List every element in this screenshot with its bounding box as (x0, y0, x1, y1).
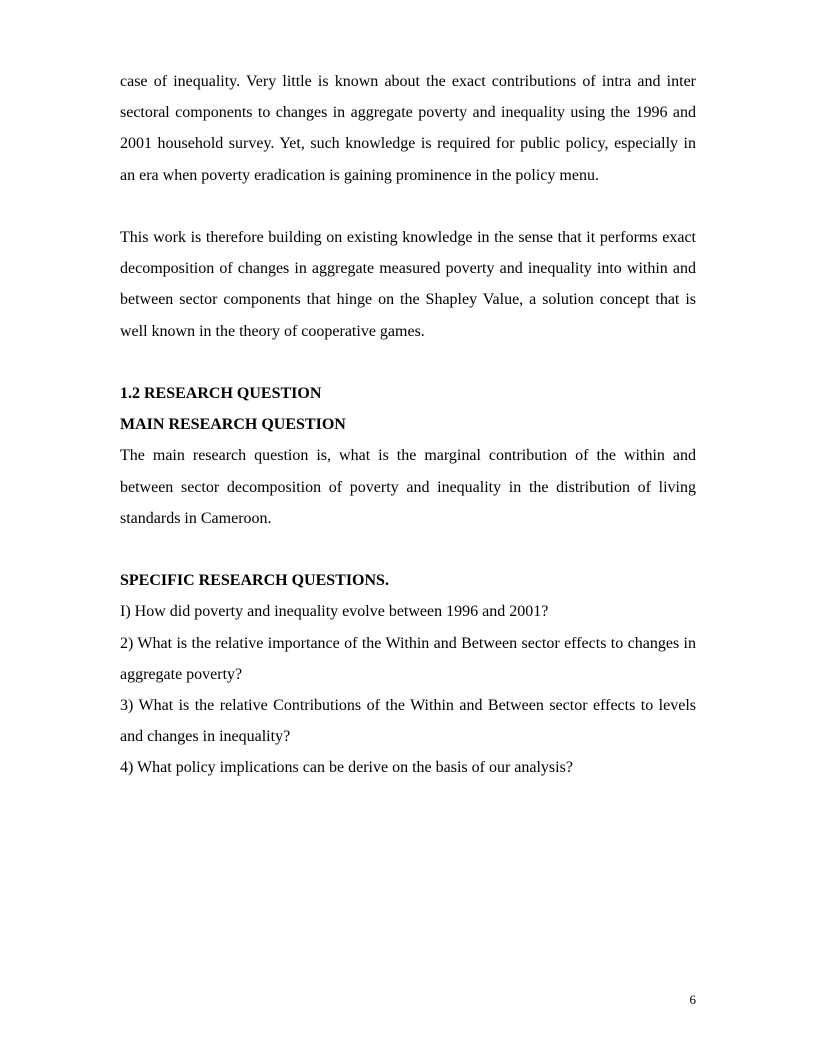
specific-question-3: 3) What is the relative Contributions of the Within and Between sector effects to levels and changes in inequality? (120, 697, 696, 746)
specific-questions-heading: SPECIFIC RESEARCH QUESTIONS. (120, 572, 389, 590)
section-heading: 1.2 RESEARCH QUESTION (120, 385, 322, 402)
page-number: 6 (689, 992, 696, 1007)
specific-question-1: I) How did poverty and inequality evolve between 1996 and 2001? (120, 603, 549, 621)
paragraph-intro: case of inequality. Very little is known about the exact contributions of intra and inter sectoral components to changes in aggregate poverty and inequality using the 1996 and 2001 household survey. Yet, such knowledge is required for public policy, especially in an era when poverty eradication is gaining prominence in the policy menu. (120, 73, 696, 184)
main-question-heading: MAIN RESEARCH QUESTION (120, 416, 346, 434)
paragraph-gap (120, 347, 696, 378)
paragraph-gap (120, 191, 696, 222)
paragraph-shapley: This work is therefore building on existing knowledge in the sense that it performs exact decomposition of changes in aggregate measured poverty and inequality into within and between sector components that hinge on the Shapley Value, a solution concept that is well known in the theory of cooperative games. (120, 229, 696, 340)
main-question-text: The main research question is, what is the marginal contribution of the within and between sector decomposition of poverty and inequality in the distribution of living standards in Cameroon. (120, 447, 696, 527)
document-page (120, 66, 696, 784)
paragraph-gap (120, 534, 696, 565)
specific-question-4: 4) What policy implications can be derive on the basis of our analysis? (120, 759, 573, 777)
specific-question-2: 2) What is the relative importance of the Within and Between sector effects to changes in aggregate poverty? (120, 634, 696, 683)
